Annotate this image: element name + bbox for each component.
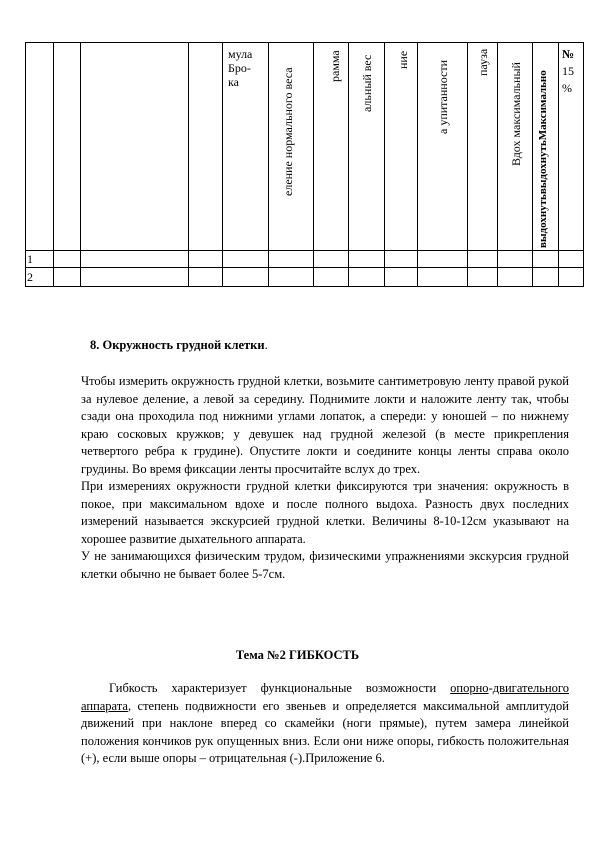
table-col-line [80, 42, 81, 287]
topic-body [81, 680, 569, 768]
table-col-line [532, 42, 533, 287]
header-number [562, 46, 582, 97]
header-text-line: ка [228, 75, 239, 89]
header-col-nie: ние [396, 50, 410, 69]
table-col-line [268, 42, 269, 287]
table-border-bottom [25, 286, 584, 287]
table-col-line [313, 42, 314, 287]
header-max-exhale: выдохнутьвыдохнутьМаксимально [537, 70, 549, 248]
table-col-line [497, 42, 498, 287]
table-header-bottom [25, 250, 584, 251]
paragraph: У не занимающихся физическим трудом, физическими упражнениями экскурсия грудной клетки обычно не бывает более 5-7см. [81, 549, 569, 581]
header-text-line: мула [228, 47, 253, 61]
table-col-line [417, 42, 418, 287]
paragraph: При измерениях окружности грудной клетки фиксируются три значения: окружность в покое, при максимальном вдохе и после полного выдоха. Разность двух последних измерений называется экскурсией грудной клетки. Величины 8-10-12см указывают на хорошее развитие дыхательного аппарата. [81, 479, 569, 546]
row-number: 2 [27, 270, 33, 284]
row-number: 1 [27, 252, 33, 266]
paragraph: Чтобы измерить окружность грудной клетки, возьмите сантиметровую ленту правой рукой за нулевое деление, а левой за середину. Поднимите локти и наложите ленту так, чтобы сзади она проходила под нижними углами лопаток, а спереди: у юношей – по нижнему краю сосковых кружков; у девушек над грудной железой (в месте прикрепления четвертого ребра к грудине). Опустите локти и соедините концы ленты справа около грудины. Во время фиксации ленты просчитайте вслух до трех. [81, 374, 569, 476]
section-title-dot: . [264, 338, 268, 352]
header-text-line: 15 [562, 64, 574, 78]
paragraph-text: - [488, 681, 493, 695]
header-pause: пауза [476, 48, 490, 76]
table-col-line [384, 42, 385, 287]
table-col-line [558, 42, 559, 287]
table-col-line [25, 42, 26, 287]
header-actual-weight: альный вес [360, 54, 374, 112]
header-formula-broca [228, 47, 268, 89]
paragraph [81, 680, 569, 768]
table-border-top [25, 42, 584, 43]
measurement-table [25, 42, 584, 290]
table-row-divider [25, 267, 584, 268]
table-col-line [188, 42, 189, 287]
table-col-line [53, 42, 54, 287]
section-heading [90, 338, 268, 353]
header-text-line: Бро- [228, 61, 251, 75]
table-col-line [222, 42, 223, 287]
header-max-inhale: Вдох максимальный [509, 62, 523, 166]
hyperlink[interactable]: опорно [450, 681, 489, 695]
header-fatness-index: а упитанности [436, 59, 450, 134]
table-col-line [583, 42, 584, 287]
topic-title: Тема №2 ГИБКОСТЬ [235, 648, 360, 662]
hyperlink[interactable]: двигательного аппарата [81, 681, 569, 713]
paragraph-text: Гибкость характеризует функциональные возможности [109, 681, 451, 695]
header-normal-weight: еление нормального веса [281, 67, 295, 196]
section-body [81, 373, 569, 583]
header-text-line: № [562, 47, 575, 61]
table-col-line [467, 42, 468, 287]
table-col-line [348, 42, 349, 287]
header-text-line: % [562, 81, 572, 95]
section-title: 8. Окружность грудной клетки [90, 338, 265, 352]
header-program: рамма [328, 50, 342, 82]
paragraph-text: , степень подвижности его звеньев и определяется максимальной амплитудой движений при наклоне вперед со скамейки (ноги прямые), путем замера линейкой положения кончиков рук опущенных вниз. Если они ниже опоры, гибкость положительная (+), если выше опоры – отрицательная (-).Приложение 6. [81, 698, 569, 765]
